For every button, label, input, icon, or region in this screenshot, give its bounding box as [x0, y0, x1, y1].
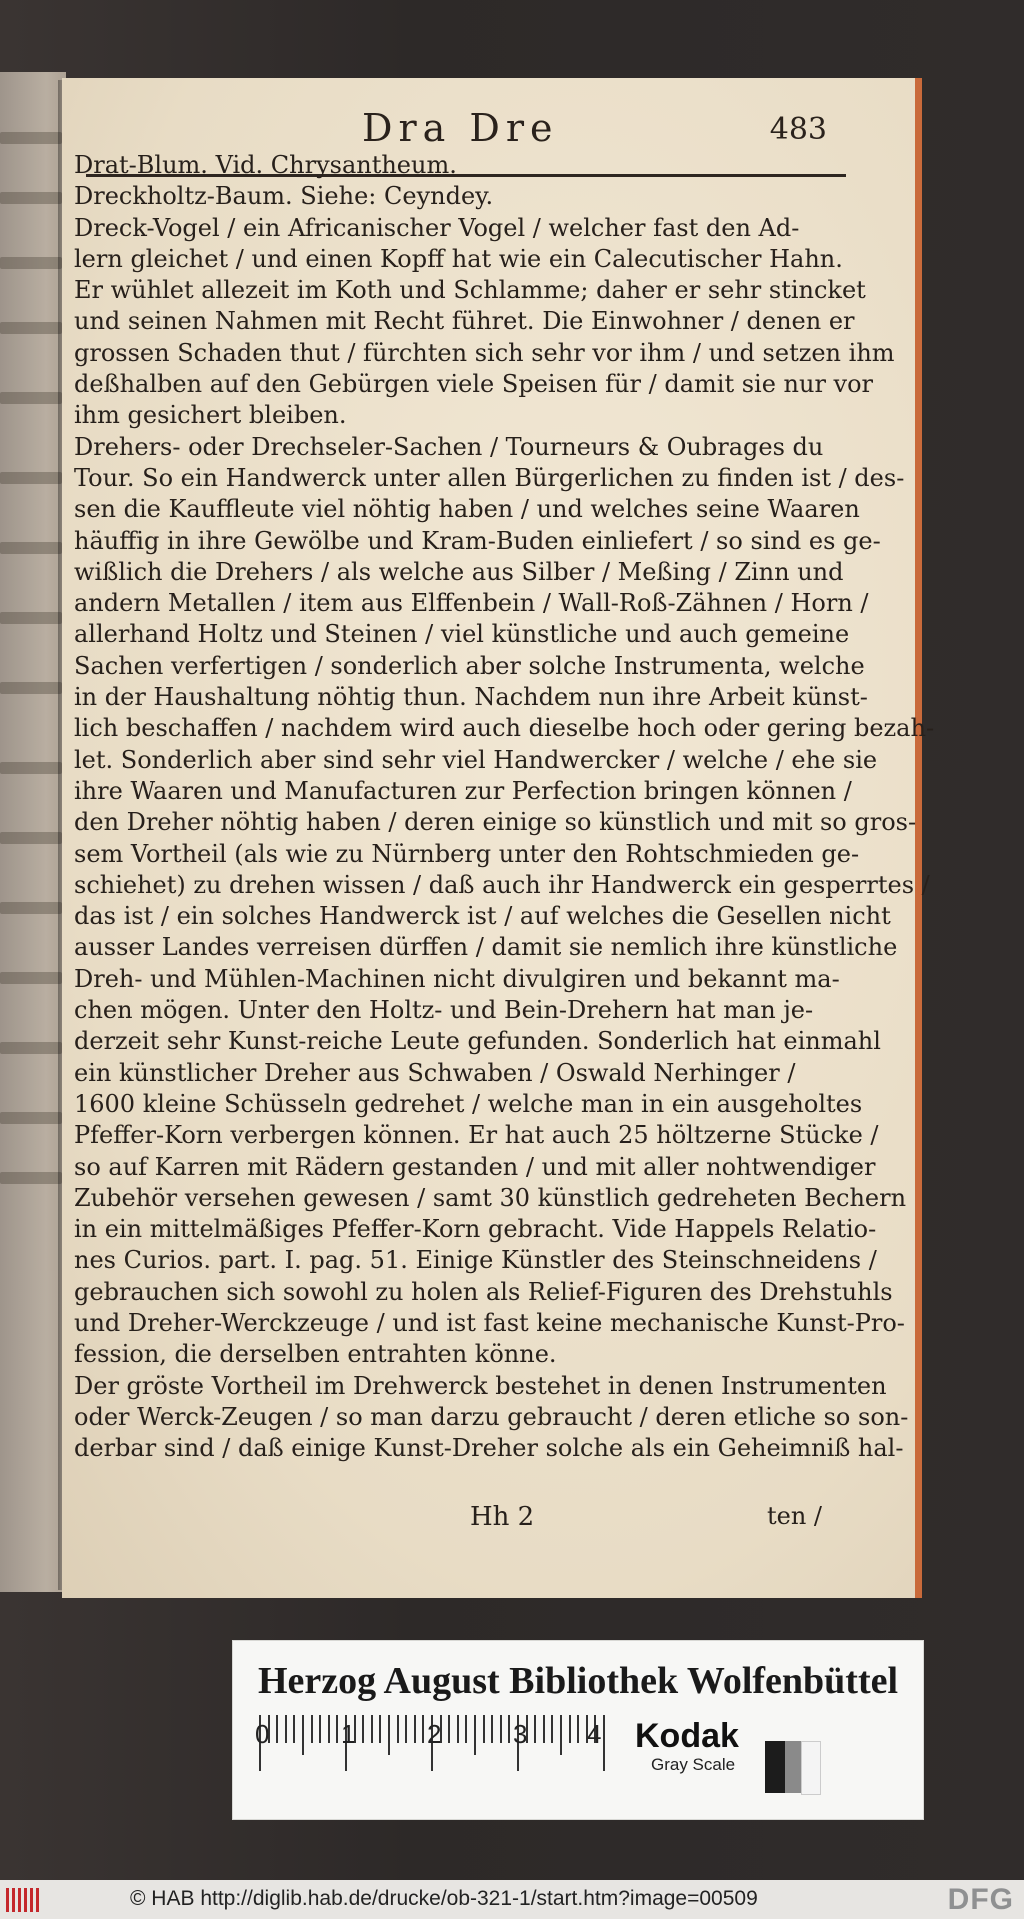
ruler-tick [543, 1715, 545, 1743]
ruler-tick [422, 1715, 424, 1743]
ruler-tick [328, 1715, 330, 1743]
signature-mark: Hh 2 [470, 1502, 535, 1532]
text-line: sen die Kauffleute viel nöhtig haben / und welches seine Waaren [74, 495, 860, 524]
text-line: Tour. So ein Handwerck unter allen Bürgerlichen zu finden ist / des- [74, 463, 905, 492]
text-line: Der gröste Vortheil im Drehwerck bestehet in denen Instrumenten [74, 1371, 887, 1400]
text-line: Dreckholtz-Baum. Siehe: Ceyndey. [74, 182, 494, 211]
text-line: Pfeffer-Korn verbergen können. Er hat auch 25 höltzerne Stücke / [74, 1121, 879, 1150]
ruler-tick [311, 1715, 313, 1743]
ruler-tick [362, 1715, 364, 1743]
text-line: 1600 kleine Schüsseln gedrehet / welche man in ein ausgeholtes [74, 1089, 863, 1118]
ruler-tick [379, 1715, 381, 1743]
ruler-tick [276, 1715, 278, 1743]
ruler-tick [534, 1715, 536, 1743]
ruler-tick [465, 1715, 467, 1743]
text-line: ausser Landes verreisen dürffen / damit sie nemlich ihre künstliche [74, 933, 898, 962]
text-line: Drat-Blum. Vid. Chrysantheum. [74, 151, 457, 179]
text-line: und seinen Nahmen mit Recht führet. Die Einwohner / denen er [74, 307, 855, 336]
hab-logo-icon [6, 1888, 40, 1912]
text-line: das ist / ein solches Handwerck ist / auf welches die Gesellen nicht [74, 902, 891, 931]
previous-page-edge [0, 72, 66, 1592]
ruler-tick [551, 1715, 553, 1743]
text-line: ihm gesichert bleiben. [74, 401, 347, 430]
running-head [62, 106, 915, 150]
text-line: lern gleichet / und einen Kopff hat wie ein Calecutischer Hahn. [74, 244, 843, 273]
text-line: schiehet) zu drehen wissen / daß auch ihr Handwerck ein gesperrtes / [74, 870, 930, 899]
text-line: Sachen verfertigen / sonderlich aber solche Instrumenta, welche [74, 651, 865, 680]
text-line: allerhand Holtz und Steinen / viel künstliche und auch gemeine [74, 620, 850, 649]
footer-bar [0, 1880, 1024, 1919]
running-head-title: Dra Dre [362, 106, 559, 150]
text-line: Zubehör versehen gewesen / samt 30 künstlich gedreheten Bechern [74, 1183, 907, 1212]
text-line: Drehers- oder Drechseler-Sachen / Tourneurs & Oubrages du [74, 432, 824, 461]
page-body [74, 150, 935, 1464]
ruler-number: 4 [587, 1719, 602, 1749]
text-line: gebrauchen sich sowohl zu holen als Relief-Figuren des Drehstuhls [74, 1277, 893, 1306]
text-line: andern Metallen / item aus Elffenbein / Wall-Roß-Zähnen / Horn / [74, 589, 869, 618]
ruler-tick [474, 1715, 476, 1755]
ruler-tick [569, 1715, 571, 1743]
ruler-number: 2 [427, 1719, 442, 1749]
gray-scale-label: Gray Scale [651, 1755, 736, 1774]
page-number: 483 [769, 112, 827, 147]
text-line: fession, die derselben entrahten könne. [74, 1340, 557, 1369]
text-line: wißlich die Drehers / als welche aus Silber / Meßing / Zinn und [74, 557, 844, 586]
ruler-tick [560, 1715, 562, 1755]
ruler-tick [397, 1715, 399, 1743]
ruler-tick [508, 1715, 510, 1743]
ruler-tick [336, 1715, 338, 1743]
page-foot [62, 1502, 836, 1536]
text-line: Dreh- und Mühlen-Machinen nicht divulgiren und bekannt ma- [74, 964, 840, 993]
text-line: so auf Karren mit Rädern gestanden / und mit aller nohtwendiger [74, 1152, 876, 1181]
gray-chip-white [801, 1741, 821, 1795]
ruler-tick [388, 1715, 390, 1755]
ruler-tick [293, 1715, 295, 1743]
ruler-tick [285, 1715, 287, 1743]
catchword: ten / [766, 1502, 822, 1530]
ruler-tick [302, 1715, 304, 1755]
gray-chip-mid [785, 1741, 801, 1793]
text-line: chen mögen. Unter den Holtz- und Bein-Drehern hat man je- [74, 996, 814, 1025]
ruler-tick [457, 1715, 459, 1743]
text-line: und Dreher-Werckzeuge / und ist fast keine mechanische Kunst-Pro- [74, 1308, 905, 1337]
kodak-logo: Kodak [635, 1717, 739, 1755]
ruler-tick [491, 1715, 493, 1743]
ruler-tick [371, 1715, 373, 1743]
text-line: let. Sonderlich aber sind sehr viel Handwercker / welche / ehe sie [74, 745, 878, 774]
text-line: in der Haushaltung nöhtig thun. Nachdem nun ihre Arbeit künst- [74, 683, 868, 712]
text-line: ihre Waaren und Manufacturen zur Perfection bringen können / [74, 776, 852, 805]
text-line: nes Curios. part. I. pag. 51. Einige Künstler des Steinschneidens / [74, 1246, 877, 1275]
text-line: deßhalben auf den Gebürgen viele Speisen für / damit sie nur vor [74, 370, 874, 399]
ruler-tick [603, 1715, 605, 1771]
gray-chip-black [765, 1741, 785, 1793]
ruler-tick [448, 1715, 450, 1743]
ruler-number: 1 [341, 1719, 356, 1749]
ruler-tick [414, 1715, 416, 1743]
copyright-link[interactable]: © HAB http://diglib.hab.de/drucke/ob-321-1/start.htm?image=00509 [130, 1887, 758, 1910]
text-line: lich beschaffen / nachdem wird auch dieselbe hoch oder gering bezah- [74, 714, 935, 743]
text-line: den Dreher nöhtig haben / deren einige so künstlich und mit so gros- [74, 808, 917, 837]
text-line: häuffig in ihre Gewölbe und Kram-Buden einliefert / so sind es ge- [74, 526, 881, 555]
dfg-logo: DFG [947, 1883, 1014, 1916]
text-line: derbar sind / daß einige Kunst-Dreher solche als ein Geheimniß hal- [74, 1434, 904, 1463]
text-line: Er wühlet allezeit im Koth und Schlamme; daher er sehr stincket [74, 276, 866, 305]
text-line: sem Vortheil (als wie zu Nürnberg unter den Rohtschmieden ge- [74, 839, 860, 868]
ruler-tick [483, 1715, 485, 1743]
library-color-card [232, 1640, 924, 1820]
scanned-page [62, 78, 935, 1598]
text-line: Dreck-Vogel / ein Africanischer Vogel / welcher fast den Ad- [74, 213, 800, 242]
ruler-tick [319, 1715, 321, 1743]
text-line: grossen Schaden thut / fürchten sich sehr vor ihm / und setzen ihm [74, 338, 895, 367]
text-line: oder Werck-Zeugen / so man darzu gebraucht / deren etliche so son- [74, 1402, 909, 1431]
ruler-tick [500, 1715, 502, 1743]
ruler-number: 0 [255, 1719, 270, 1749]
text-line: ein künstlicher Dreher aus Schwaben / Oswald Nerhinger / [74, 1058, 796, 1087]
ruler-tick [577, 1715, 579, 1743]
text-line: derzeit sehr Kunst-reiche Leute gefunden. Sonderlich hat einmahl [74, 1027, 881, 1056]
text-line: in ein mittelmäßiges Pfeffer-Korn gebracht. Vide Happels Relatio- [74, 1215, 877, 1244]
ruler-tick [405, 1715, 407, 1743]
ruler-number: 3 [513, 1719, 528, 1749]
library-name: Herzog August Bibliothek Wolfenbüttel [257, 1660, 899, 1702]
